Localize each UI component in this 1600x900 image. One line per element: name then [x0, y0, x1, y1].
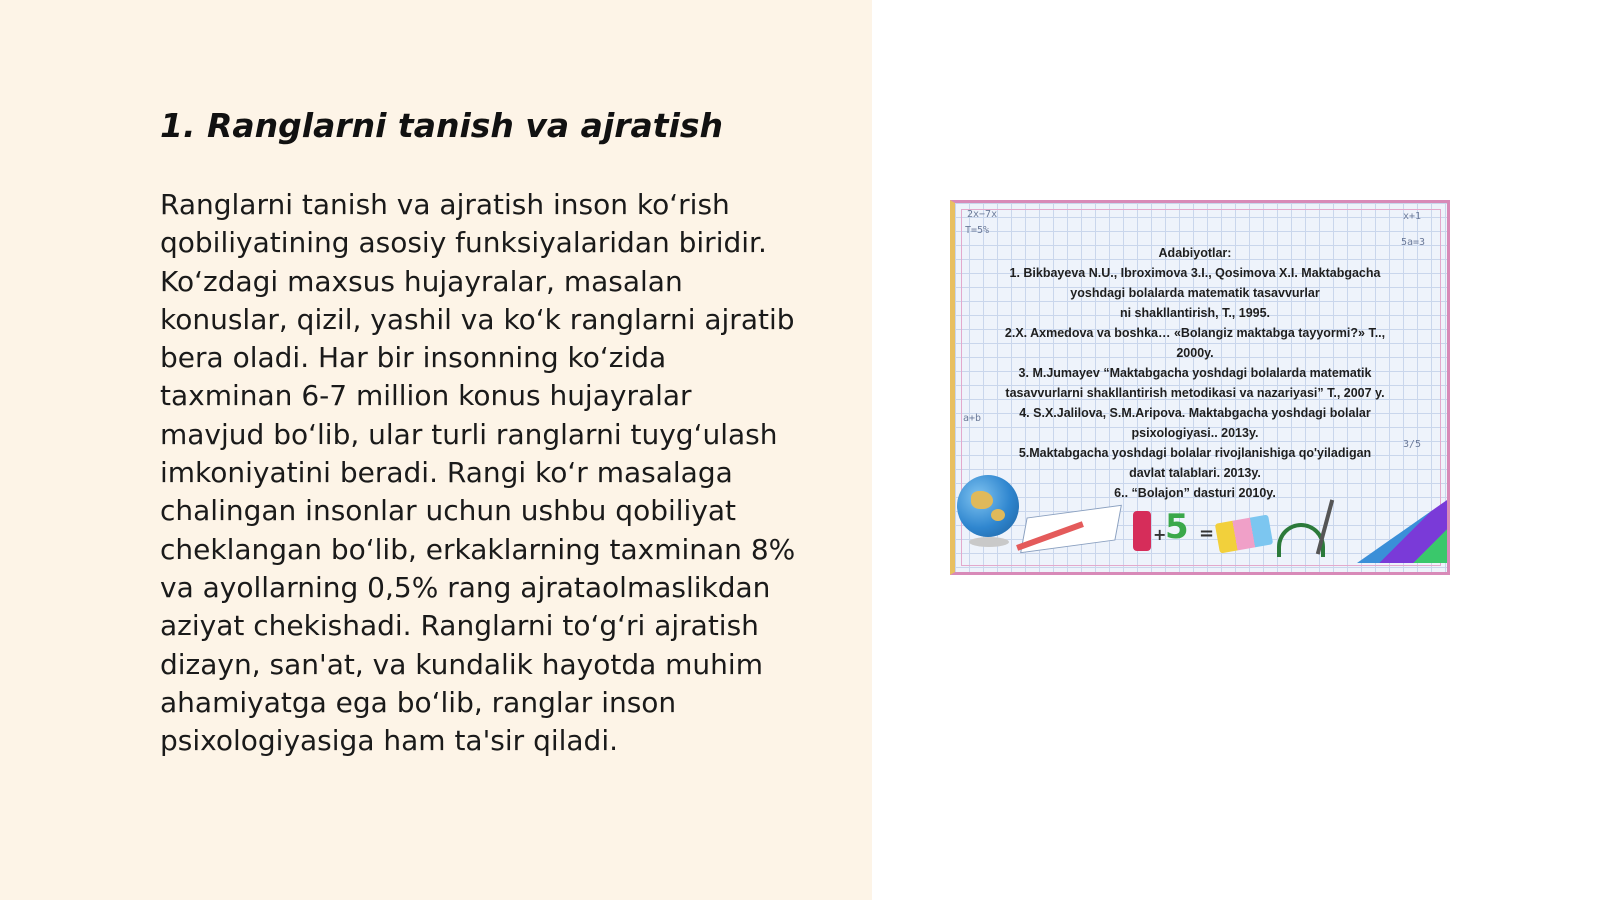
plus-icon: + — [1153, 525, 1167, 544]
body-line: mavjud bo‘lib, ular turli ranglarni tuyg‘ulash — [160, 417, 778, 451]
reference-line: 3. M.Jumayev “Maktabgacha yoshdagi bolalarda matematik — [1018, 366, 1372, 380]
reference-line: yoshdagi bolalarda matematik tasavvurlar — [1070, 286, 1320, 300]
reference-line: davlat talablari. 2013y. — [1129, 466, 1261, 480]
math-doodle: x+1 — [1403, 211, 1422, 222]
math-doodle: a+b — [963, 413, 982, 424]
body-line: Ranglarni tanish va ajratish inson ko‘rish — [160, 188, 730, 221]
globe-land — [991, 509, 1005, 521]
body-line: Ko‘zdagi maxsus hujayralar, masalan — [160, 264, 683, 298]
number-five-icon: 5 — [1165, 507, 1189, 547]
reference-line: 5.Maktabgacha yoshdagi bolalar rivojlanishiga qo'yiladigan — [1018, 446, 1372, 460]
body-line: psixologiyasiga ham ta'sir qiladi. — [160, 724, 619, 758]
reference-line: ni shakllantirish, T., 1995. — [1119, 306, 1271, 320]
body-line: konuslar, qizil, yashil va ko‘k ranglarni ajratib — [160, 302, 795, 336]
math-doodle: 2x−7x — [967, 209, 998, 220]
reference-line: 6.. “Bolajon” dasturi 2010y. — [1114, 486, 1276, 500]
body-line: va ayollarning 0,5% rang ajrataolmaslikdan — [160, 570, 771, 604]
math-doodle: T=5% — [965, 225, 990, 236]
globe-icon — [957, 475, 1019, 537]
math-doodle: 5a=3 — [1401, 237, 1426, 248]
equals-icon: = — [1199, 523, 1215, 544]
references-list — [965, 243, 1425, 503]
body-line: imkoniyatini beradi. Rangi ko‘r masalaga — [160, 456, 733, 490]
reference-line: tasavvurlarni shakllantirish metodikasi va nazariyasi” T., 2007 y. — [1005, 386, 1385, 400]
references-heading: Adabiyotlar: — [1158, 246, 1232, 260]
slide-body-text — [160, 186, 850, 760]
body-line: chalingan insonlar uchun ushbu qobiliyat — [160, 494, 737, 528]
body-line: taxminan 6-7 million konus hujayralar — [160, 379, 692, 413]
reference-line: 2000y. — [1176, 346, 1214, 360]
globe-stand — [969, 537, 1009, 547]
body-line: aziyat chekishadi. Ranglarni to‘g‘ri ajratish — [160, 609, 759, 643]
reference-line: 2.X. Axmedova va boshka… «Bolangiz maktabga tayyormi?» T.., — [1004, 326, 1386, 340]
body-line: dizayn, san'at, va kundalik hayotda muhim — [160, 647, 763, 681]
body-line: bera oladi. Har bir insonning ko‘zida — [160, 341, 667, 375]
reference-line: psixologiyasi.. 2013y. — [1131, 426, 1259, 440]
reference-line: 1. Bikbayeva N.U., Ibroximova 3.I., Qosimova X.I. Maktabgacha — [1009, 266, 1381, 280]
references-image — [950, 200, 1450, 575]
robot-toy-icon — [1133, 511, 1151, 551]
body-line: qobiliyatining asosiy funksiyalaridan biridir. — [160, 226, 767, 260]
body-line: cheklangan bo‘lib, erkaklarning taxminan 8% — [160, 532, 796, 566]
body-line: ahamiyatga ega bo‘lib, ranglar inson — [160, 685, 677, 719]
math-doodle: 3/5 — [1403, 439, 1422, 450]
globe-land — [971, 491, 993, 509]
slide-title: 1. Ranglarni tanish va ajratish — [160, 106, 724, 145]
reference-line: 4. S.X.Jalilova, S.M.Aripova. Maktabgacha yoshdagi bolalar — [1019, 406, 1371, 420]
